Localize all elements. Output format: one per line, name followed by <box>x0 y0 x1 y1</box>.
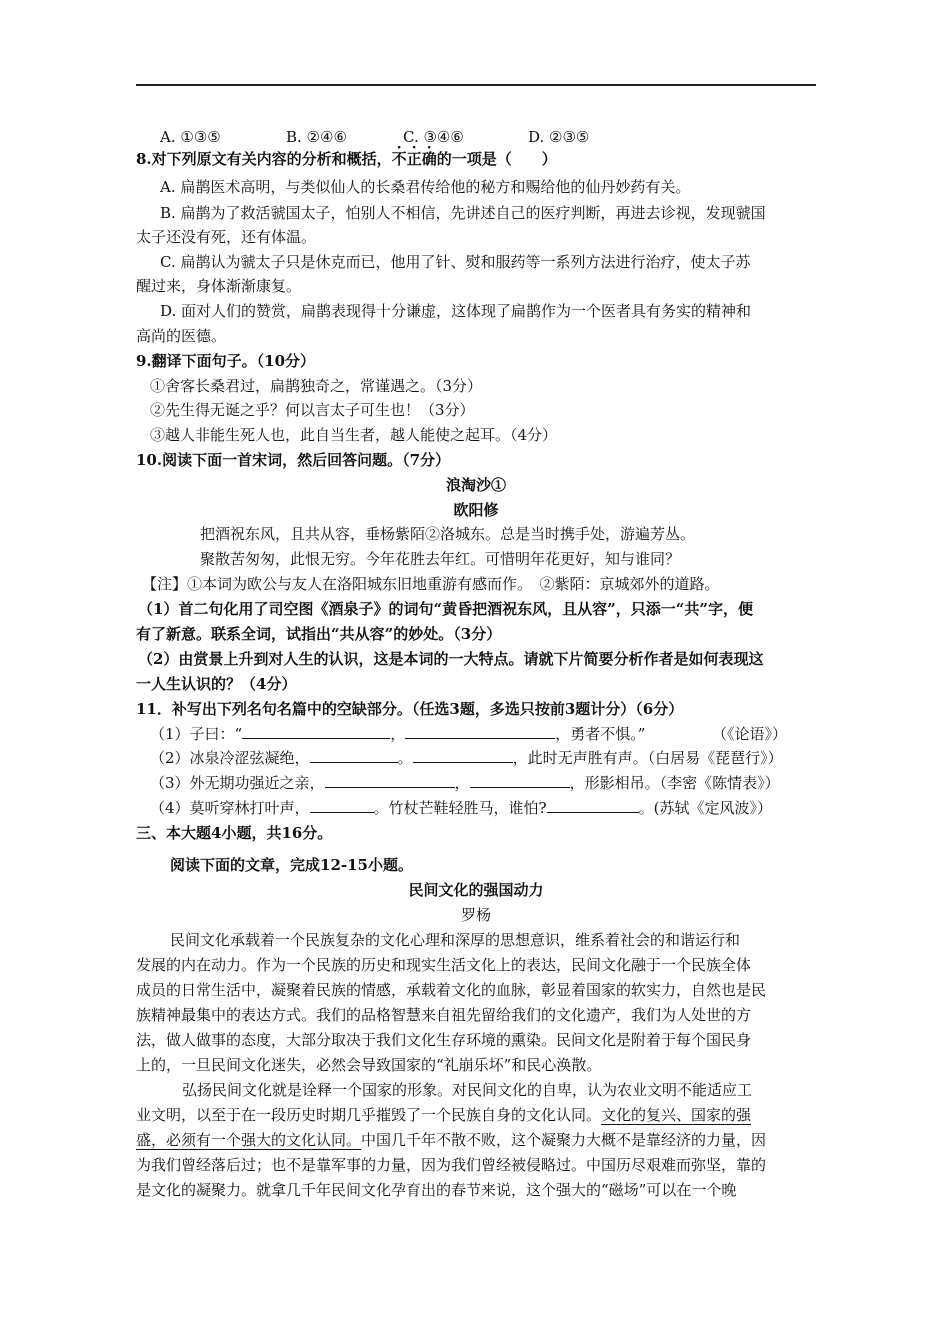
q11-item-2-text: （2）冰泉冷涩弦凝绝， <box>150 749 310 767</box>
article-p2-line3-text: 中国几千年不散不败，这个凝聚力大概不是靠经济的力量，因 <box>361 1131 767 1149</box>
article-p1-line5: 法，做人做事的态度，大部分取决于我们文化生存环境的熏染。民间文化是附着于每个国民身 <box>136 1031 752 1049</box>
q8-stem <box>136 149 816 169</box>
section-3-instruction: 阅读下面的文章，完成12-15小题。 <box>170 856 413 874</box>
q11-item-3-text: （3）外无期功强近之亲， <box>150 774 325 792</box>
q11-stem: 11．补写出下列名句名篇中的空缺部分。（任选3题，多选只按前3题计分）（6分） <box>136 700 684 718</box>
poem-title: 浪淘沙① <box>445 476 506 494</box>
q9-sentence-1: ①舍客长桑君过，扁鹊独奇之，常谨遇之。（3分） <box>150 377 483 395</box>
q8-option-d-line2: 高尚的医德。 <box>136 327 227 345</box>
header-rule <box>136 84 816 86</box>
q8-option-c-line2: 醒过来，身体渐渐康复。 <box>136 277 302 295</box>
answer-blank[interactable] <box>310 798 374 813</box>
section-3-header: 三、本大题4小题，共16分。 <box>136 824 333 842</box>
q11-item-3-sep: ， <box>454 774 470 792</box>
q8-stem-text: 8.对下列原文有关内容的分析和概括， <box>136 150 392 168</box>
underlined-sentence: 文化的复兴、国家的强 <box>601 1106 752 1124</box>
q11-item-2-sep: 。 <box>397 749 413 767</box>
q7-option-b[interactable]: B. ②④⑥ <box>286 128 347 146</box>
q11-item-4 <box>136 798 830 818</box>
article-p1-line4: 族精神最集中的表达方式。我们的品格智慧来自祖先留给我们的文化遗产，我们为人处世的方 <box>136 1006 752 1024</box>
q11-item-2 <box>136 748 830 768</box>
q11-item-2-tail: ，此时无声胜有声。（白居易《琵琶行》） <box>512 749 783 767</box>
q9-stem: 9.翻译下面句子。（10分） <box>136 352 316 370</box>
emphasis-dot-2: 正 <box>406 150 422 168</box>
article-p2-line5: 是文化的凝聚力。就拿几千年民间文化孕育出的春节来说，这个强大的“磁场”可以在一个晚 <box>136 1181 737 1199</box>
q10-sub1-line1: （1）首二句化用了司空图《酒泉子》的词句“黄昏把酒祝东风，且从容”，只添一“共”字，便 <box>138 600 753 618</box>
poem-author: 欧阳修 <box>453 501 499 519</box>
answer-blank[interactable] <box>325 773 455 788</box>
article-p2-line2 <box>136 1105 816 1125</box>
q11-item-4-text: （4）莫听穿林打叶声， <box>150 799 310 817</box>
q11-item-1 <box>136 724 830 744</box>
q11-item-4-mid: 。竹杖芒鞋轻胜马，谁怕? <box>373 799 547 817</box>
q10-stem: 10.阅读下面一首宋词，然后回答问题。（7分） <box>136 451 451 469</box>
q11-item-4-tail: 。(苏轼《定风波》） <box>638 799 772 817</box>
answer-blank[interactable] <box>405 724 555 739</box>
emphasis-dot-1: 不 <box>391 150 407 168</box>
q11-item-3-tail: ，形影相吊。（李密《陈情表》） <box>569 774 780 792</box>
q8-option-a[interactable]: A. 扁鹊医术高明，与类似仙人的长桑君传给他的秘方和赐给他的仙丹妙药有关。 <box>160 178 691 196</box>
q8-stem-tail: 的一项是（ ） <box>436 150 557 168</box>
answer-blank[interactable] <box>413 748 513 763</box>
article-p1-line3: 成员的日常生活中，凝聚着民族的情感，承载着文化的血脉，彰显着国家的软实力，自然也是民 <box>136 981 767 999</box>
article-p2-line2-text: 业文明，以至于在一段历史时期几乎摧毁了一个民族自身的文化认同。 <box>136 1106 602 1124</box>
article-title: 民间文化的强国动力 <box>408 881 544 899</box>
poem-verse-1: 把酒祝东风，且共从容，垂杨紫陌②洛城东。总是当时携手处，游遍芳丛。 <box>200 525 696 543</box>
q8-option-c-line1[interactable]: C. 扁鹊认为虢太子只是休克而已，他用了针、熨和服药等一系列方法进行治疗，使太子苏 <box>160 253 751 271</box>
q7-option-d[interactable]: D. ②③⑤ <box>528 128 590 146</box>
q10-sub2-line2: 一人生认识的？（4分） <box>136 675 297 693</box>
article-p2-line1: 弘扬民间文化就是诠释一个国家的形象。对民间文化的自卑，认为农业文明不能适应工 <box>182 1081 753 1099</box>
article-p1-line2: 发展的内在动力。作为一个民族的历史和现实生活文化上的表达，民间文化融于一个民族全体 <box>136 956 752 974</box>
q11-item-3 <box>136 773 830 793</box>
q8-option-d-line1[interactable]: D. 面对人们的赞赏，扁鹊表现得十分谦虚，这体现了扁鹊作为一个医者具有务实的精神和 <box>160 302 752 320</box>
answer-blank[interactable] <box>310 748 398 763</box>
answer-blank[interactable] <box>547 798 639 813</box>
poem-verse-2: 聚散苦匆匆，此恨无穷。今年花胜去年红。可惜明年花更好，知与谁同？ <box>200 550 681 568</box>
q11-item-1-tail: ，勇者不惧。” <box>555 725 646 743</box>
answer-blank[interactable] <box>470 773 570 788</box>
article-p2-line4: 为我们曾经落后过；也不是靠军事的力量，因为我们曾经被侵略过。中国历尽艰难而弥坚，靠的 <box>136 1156 767 1174</box>
underlined-sentence-cont: 盛，必须有一个强大的文化认同。 <box>136 1131 362 1149</box>
q11-item-1-source: （《论语》） <box>712 725 788 743</box>
q9-sentence-2: ②先生得无诞之乎？何以言太子可生也！（3分） <box>150 401 475 419</box>
q7-option-c[interactable]: C. ③④⑥ <box>403 128 464 146</box>
q8-option-b-line2: 太子还没有死，还有体温。 <box>136 228 317 246</box>
poem-note: 【注】①本词为欧公与友人在洛阳城东旧地重游有感而作。 ②紫陌：京城郊外的道路。 <box>142 575 720 593</box>
article-p1-line1: 民间文化承载着一个民族复杂的文化心理和深厚的思想意识，维系着社会的和谐运行和 <box>170 931 741 949</box>
q9-sentence-3: ③越人非能生死人也，此自当生者，越人能使之起耳。（4分） <box>150 426 558 444</box>
q7-option-a[interactable]: A. ①③⑤ <box>160 128 221 146</box>
q10-sub2-line1: （2）由赏景上升到对人生的认识，这是本词的一大特点。请就下片简要分析作者是如何表现这 <box>138 650 764 668</box>
article-author: 罗杨 <box>460 906 491 924</box>
answer-blank[interactable] <box>242 724 390 739</box>
article-p1-line6: 上的，一旦民间文化迷失，必然会导致国家的“礼崩乐坏”和民心涣散。 <box>136 1056 602 1074</box>
emphasis-dot-3: 确 <box>421 150 437 168</box>
q11-item-1-sep: ， <box>390 725 406 743</box>
q10-sub1-line2: 有了新意。联系全词，试指出“共从容”的妙处。（3分） <box>136 625 502 643</box>
article-p2-line3 <box>136 1130 816 1150</box>
q11-item-1-text: （1）子曰：“ <box>150 725 243 743</box>
q8-option-b-line1[interactable]: B. 扁鹊为了救活虢国太子，怕别人不相信，先讲述自己的医疗判断，再进去诊视，发现虢国 <box>160 204 766 222</box>
